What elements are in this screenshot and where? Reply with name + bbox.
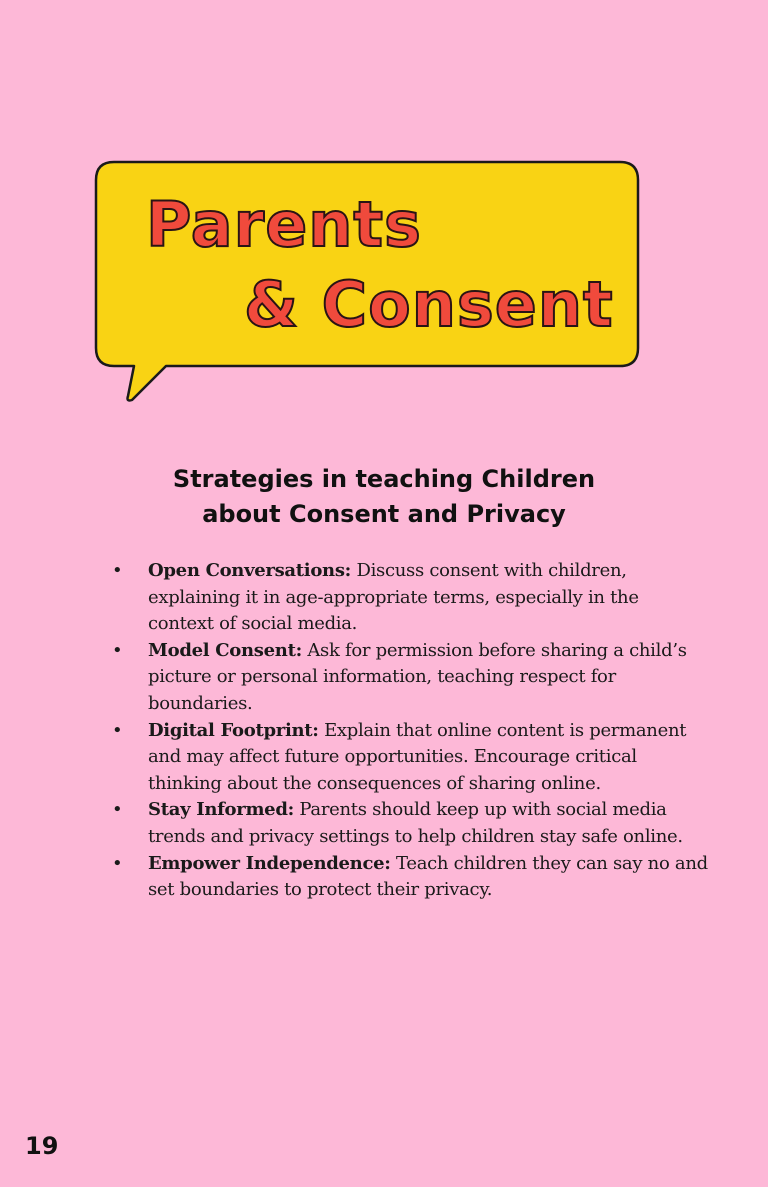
bullet: • [112,560,123,581]
list-item [108,718,708,798]
subtitle [0,462,768,532]
item-text: Discuss consent with children, explaining it in age-appropriate terms, especially in the context of social media. [148,560,639,635]
speech-bubble [94,160,640,402]
list-item [108,638,708,718]
item-term: Model Consent: [148,639,302,661]
bullet: • [112,639,123,661]
item-text: Parents should keep up with social media trends and privacy settings to help children stay safe online. [148,799,683,847]
bullet: • [112,852,123,874]
strategies-list [108,558,708,904]
title-line-1: Parents [146,188,422,261]
title-line-2: & Consent [244,268,614,341]
item-text: Explain that online content is permanent and may affect future opportunities. Encourage critical thinking about the consequences of sharing online. [148,719,687,794]
bullet: • [112,799,123,821]
subtitle-line-2: about Consent and Privacy [202,500,566,528]
list-item [108,797,708,850]
page-number: 19 [25,1132,59,1160]
subtitle-line-1: Strategies in teaching Children [172,465,596,493]
list-item [108,851,708,904]
item-term: Stay Informed: [148,799,294,821]
item-text: Ask for permission before sharing a child’s picture or personal information, teaching respect for boundaries. [148,639,687,714]
list-item [108,558,708,638]
item-term: Open Conversations: [148,560,352,581]
item-term: Empower Independence: [148,852,391,874]
bullet: • [112,719,123,741]
item-term: Digital Footprint: [148,719,319,741]
item-text: Teach children they can say no and set boundaries to protect their privacy. [148,852,708,901]
